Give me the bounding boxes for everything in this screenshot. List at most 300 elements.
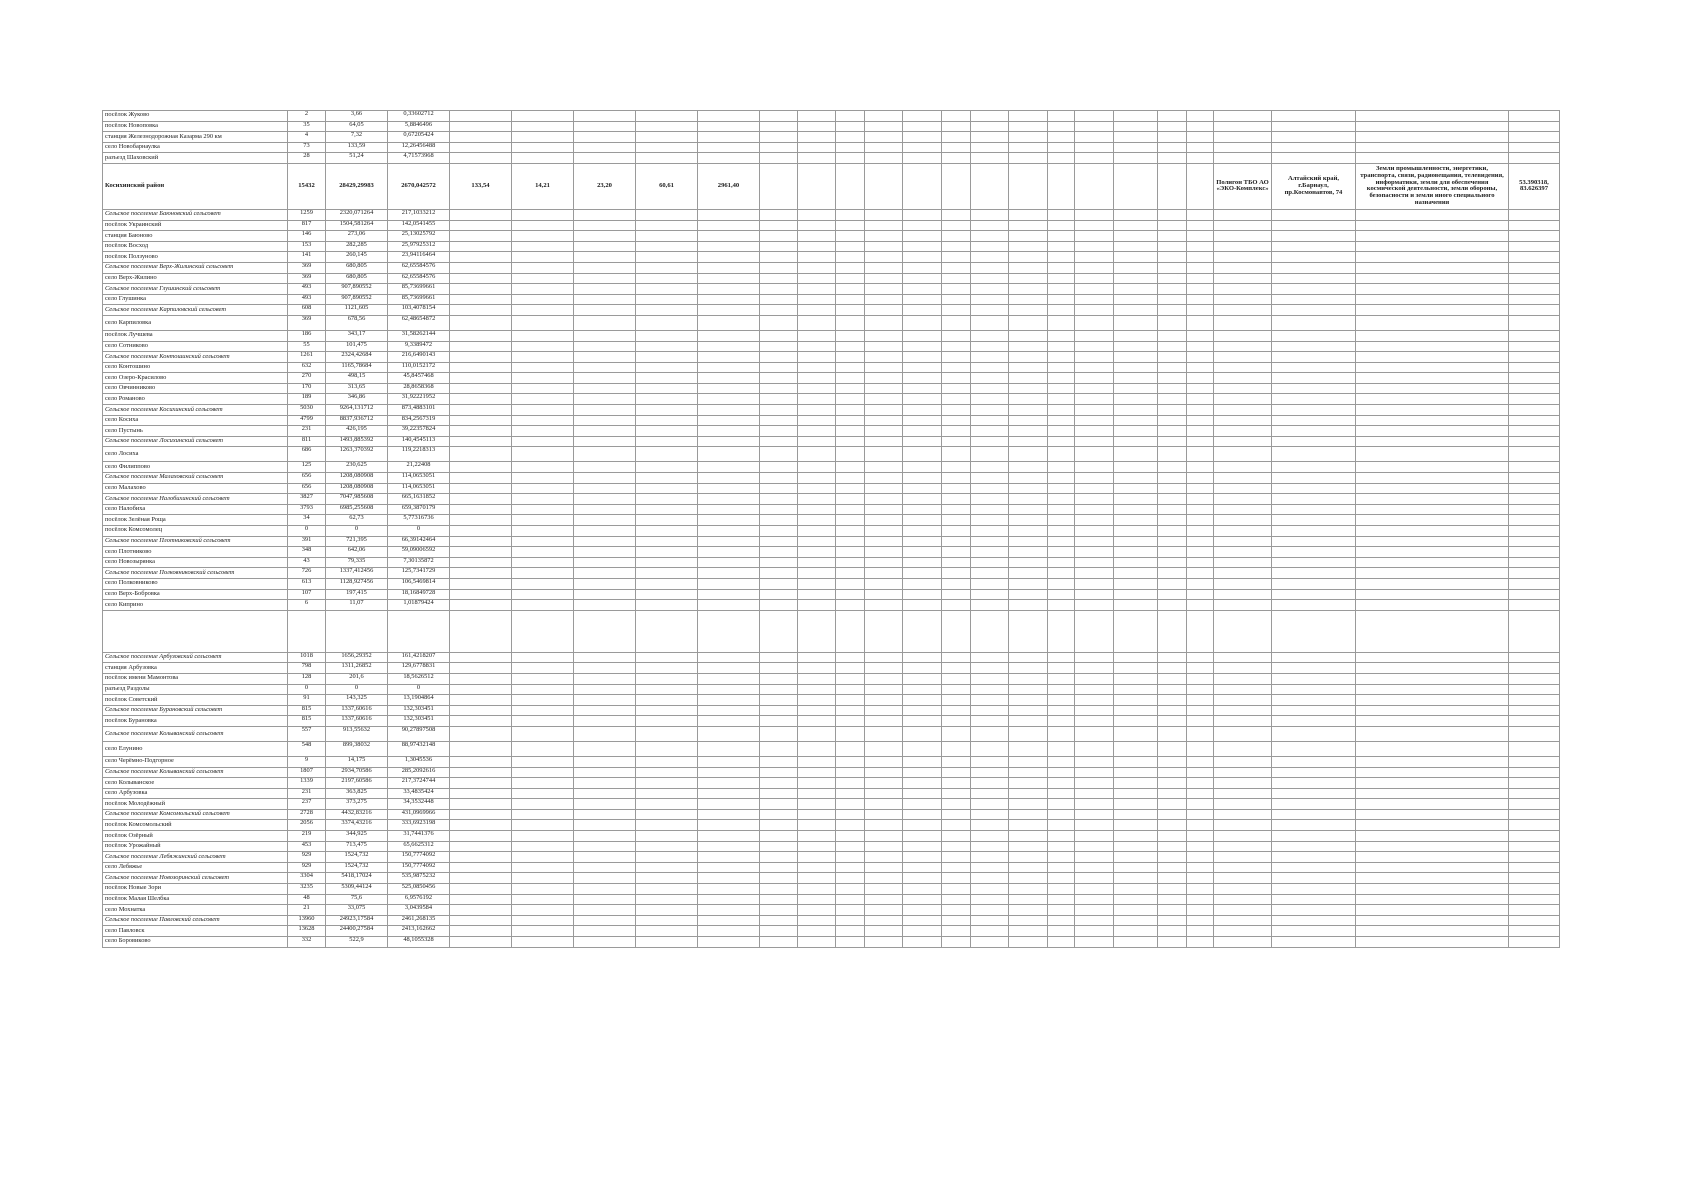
empty-cell	[971, 547, 1009, 558]
empty-cell	[512, 756, 574, 767]
empty-cell	[636, 915, 698, 926]
empty-cell	[1509, 705, 1560, 716]
empty-cell	[1509, 652, 1560, 663]
empty-cell	[1048, 820, 1075, 831]
empty-cell	[942, 600, 971, 611]
empty-cell	[1114, 926, 1158, 937]
district-m4: 60,61	[636, 163, 698, 209]
empty-cell	[1158, 132, 1187, 143]
empty-cell	[1075, 831, 1114, 842]
empty-cell	[865, 383, 903, 394]
empty-cell	[1187, 436, 1214, 447]
empty-cell	[1009, 341, 1048, 352]
empty-cell	[698, 841, 760, 852]
empty-cell	[1214, 504, 1272, 515]
empty-cell	[450, 142, 512, 153]
empty-cell	[1272, 231, 1356, 242]
empty-cell	[574, 121, 636, 132]
row-population: 929	[288, 852, 326, 863]
row-name: село Сотниково	[103, 341, 288, 352]
empty-cell	[450, 383, 512, 394]
empty-cell	[698, 557, 760, 568]
empty-cell	[1214, 373, 1272, 384]
empty-cell	[903, 483, 942, 494]
row-name: посёлок Зелёная Роща	[103, 515, 288, 526]
empty-cell	[450, 373, 512, 384]
empty-cell	[1114, 373, 1158, 384]
row-value-3: 6,9576192	[388, 894, 450, 905]
empty-cell	[636, 926, 698, 937]
empty-cell	[1114, 526, 1158, 537]
empty-cell	[1075, 494, 1114, 505]
empty-cell	[1009, 820, 1048, 831]
empty-cell	[942, 673, 971, 684]
empty-cell	[903, 547, 942, 558]
empty-cell	[1272, 557, 1356, 568]
empty-cell	[636, 494, 698, 505]
row-population: 0	[288, 526, 326, 537]
empty-cell	[636, 578, 698, 589]
place-row	[103, 462, 1560, 473]
empty-cell	[798, 778, 836, 789]
empty-cell	[1114, 695, 1158, 706]
empty-cell	[636, 862, 698, 873]
empty-cell	[1048, 937, 1075, 948]
empty-cell	[1214, 873, 1272, 884]
empty-cell	[1509, 426, 1560, 437]
empty-cell	[942, 262, 971, 273]
empty-cell	[1009, 799, 1048, 810]
empty-cell	[512, 231, 574, 242]
empty-cell	[971, 305, 1009, 316]
empty-cell	[1075, 305, 1114, 316]
empty-cell	[574, 341, 636, 352]
empty-cell	[1158, 557, 1187, 568]
empty-cell	[1114, 111, 1158, 122]
row-name: село Павловск	[103, 926, 288, 937]
row-name: село Лосиха	[103, 447, 288, 462]
empty-cell	[1187, 111, 1214, 122]
empty-cell	[1075, 394, 1114, 405]
empty-cell	[574, 894, 636, 905]
empty-cell	[698, 362, 760, 373]
empty-cell	[836, 831, 865, 842]
row-population: 28	[288, 153, 326, 164]
empty-cell	[636, 831, 698, 842]
empty-cell	[760, 473, 798, 484]
empty-cell	[450, 153, 512, 164]
empty-cell	[760, 504, 798, 515]
data-table	[102, 110, 1560, 948]
district-v3: 2670,042572	[388, 163, 450, 209]
empty-cell	[1509, 600, 1560, 611]
empty-cell	[1214, 673, 1272, 684]
empty-cell	[1009, 705, 1048, 716]
empty-cell	[1009, 262, 1048, 273]
empty-cell	[512, 153, 574, 164]
row-population: 0	[288, 684, 326, 695]
empty-cell	[760, 684, 798, 695]
empty-cell	[1509, 526, 1560, 537]
empty-cell	[1114, 494, 1158, 505]
empty-cell	[1009, 153, 1048, 164]
empty-cell	[1356, 716, 1509, 727]
empty-cell	[450, 716, 512, 727]
empty-cell	[1214, 494, 1272, 505]
empty-cell	[942, 926, 971, 937]
empty-cell	[942, 462, 971, 473]
empty-cell	[698, 153, 760, 164]
empty-cell	[1187, 937, 1214, 948]
empty-cell	[865, 756, 903, 767]
row-population: 55	[288, 341, 326, 352]
empty-cell	[698, 905, 760, 916]
empty-cell	[971, 778, 1009, 789]
empty-cell	[450, 405, 512, 416]
empty-cell	[865, 262, 903, 273]
empty-cell	[1272, 462, 1356, 473]
empty-cell	[698, 515, 760, 526]
row-value-2: 2320,071264	[326, 209, 388, 220]
empty-cell	[1272, 483, 1356, 494]
empty-cell	[698, 756, 760, 767]
empty-cell	[1272, 673, 1356, 684]
row-name: посёлок Новые Зори	[103, 884, 288, 895]
row-value-3: 59,09006592	[388, 547, 450, 558]
row-name: село Мохнатка	[103, 905, 288, 916]
empty-cell	[865, 809, 903, 820]
empty-cell	[636, 362, 698, 373]
empty-cell	[1187, 741, 1214, 756]
row-population: 493	[288, 284, 326, 295]
district-coordinates: 53.390318, 83.626397	[1509, 163, 1560, 209]
empty-cell	[512, 884, 574, 895]
empty-cell	[1009, 209, 1048, 220]
empty-cell	[636, 756, 698, 767]
empty-cell	[903, 862, 942, 873]
empty-cell	[574, 862, 636, 873]
empty-cell	[942, 284, 971, 295]
empty-cell	[836, 809, 865, 820]
empty-cell	[942, 778, 971, 789]
empty-cell	[1509, 121, 1560, 132]
empty-cell	[1114, 284, 1158, 295]
empty-cell	[636, 568, 698, 579]
empty-cell	[760, 163, 798, 209]
empty-cell	[903, 383, 942, 394]
empty-cell	[798, 809, 836, 820]
empty-cell	[760, 352, 798, 363]
empty-cell	[636, 652, 698, 663]
row-value-3: 48,1055328	[388, 937, 450, 948]
empty-cell	[903, 415, 942, 426]
empty-cell	[1272, 767, 1356, 778]
empty-cell	[450, 852, 512, 863]
row-value-2: 1128,927456	[326, 578, 388, 589]
district-v1	[288, 610, 326, 652]
empty-cell	[865, 557, 903, 568]
empty-cell	[1114, 756, 1158, 767]
empty-cell	[836, 231, 865, 242]
empty-cell	[450, 330, 512, 341]
empty-cell	[942, 841, 971, 852]
row-name: село Филиппово	[103, 462, 288, 473]
empty-cell	[1214, 536, 1272, 547]
empty-cell	[1048, 284, 1075, 295]
empty-cell	[865, 610, 903, 652]
empty-cell	[1509, 894, 1560, 905]
empty-cell	[636, 894, 698, 905]
empty-cell	[1009, 841, 1048, 852]
empty-cell	[450, 726, 512, 741]
empty-cell	[1187, 462, 1214, 473]
empty-cell	[1048, 884, 1075, 895]
empty-cell	[1114, 504, 1158, 515]
empty-cell	[942, 305, 971, 316]
empty-cell	[1114, 405, 1158, 416]
empty-cell	[942, 415, 971, 426]
empty-cell	[1214, 557, 1272, 568]
empty-cell	[1187, 568, 1214, 579]
empty-cell	[971, 831, 1009, 842]
empty-cell	[698, 589, 760, 600]
empty-cell	[1356, 383, 1509, 394]
row-value-2: 344,925	[326, 831, 388, 842]
row-value-3: 5,77316736	[388, 515, 450, 526]
empty-cell	[1187, 905, 1214, 916]
empty-cell	[574, 673, 636, 684]
empty-cell	[971, 568, 1009, 579]
empty-cell	[1356, 852, 1509, 863]
empty-cell	[1214, 589, 1272, 600]
empty-cell	[836, 504, 865, 515]
empty-cell	[512, 142, 574, 153]
row-value-3: 28,8658368	[388, 383, 450, 394]
empty-cell	[1075, 767, 1114, 778]
empty-cell	[574, 831, 636, 842]
empty-cell	[865, 305, 903, 316]
empty-cell	[1187, 132, 1214, 143]
row-name: Сельское поселение Контошинский сельсовет	[103, 352, 288, 363]
row-population: 369	[288, 315, 326, 330]
empty-cell	[1048, 778, 1075, 789]
empty-cell	[1114, 852, 1158, 863]
empty-cell	[1187, 405, 1214, 416]
empty-cell	[836, 926, 865, 937]
empty-cell	[1214, 284, 1272, 295]
empty-cell	[1075, 121, 1114, 132]
row-value-3: 7,30135872	[388, 557, 450, 568]
empty-cell	[760, 716, 798, 727]
empty-cell	[836, 462, 865, 473]
empty-cell	[1509, 905, 1560, 916]
empty-cell	[836, 294, 865, 305]
row-name: село Колыванское	[103, 778, 288, 789]
empty-cell	[574, 383, 636, 394]
empty-cell	[1509, 884, 1560, 895]
empty-cell	[1009, 684, 1048, 695]
empty-cell	[1272, 330, 1356, 341]
empty-cell	[798, 705, 836, 716]
empty-cell	[942, 915, 971, 926]
empty-cell	[1356, 153, 1509, 164]
empty-cell	[1187, 788, 1214, 799]
empty-cell	[760, 873, 798, 884]
empty-cell	[1114, 841, 1158, 852]
row-name: село Романово	[103, 394, 288, 405]
empty-cell	[1048, 695, 1075, 706]
empty-cell	[1356, 526, 1509, 537]
empty-cell	[512, 663, 574, 674]
empty-cell	[798, 852, 836, 863]
empty-cell	[836, 483, 865, 494]
empty-cell	[636, 589, 698, 600]
empty-cell	[865, 926, 903, 937]
empty-cell	[760, 652, 798, 663]
empty-cell	[512, 405, 574, 416]
empty-cell	[903, 726, 942, 741]
empty-cell	[1272, 447, 1356, 462]
empty-cell	[1158, 483, 1187, 494]
empty-cell	[636, 231, 698, 242]
empty-cell	[450, 252, 512, 263]
empty-cell	[636, 673, 698, 684]
empty-cell	[1114, 799, 1158, 810]
settlement-row	[103, 915, 1560, 926]
empty-cell	[1009, 315, 1048, 330]
district-row	[103, 610, 1560, 652]
place-row	[103, 578, 1560, 589]
empty-cell	[865, 526, 903, 537]
empty-cell	[1114, 820, 1158, 831]
place-row	[103, 373, 1560, 384]
empty-cell	[1214, 809, 1272, 820]
empty-cell	[971, 852, 1009, 863]
empty-cell	[760, 695, 798, 706]
row-value-2: 680,805	[326, 262, 388, 273]
empty-cell	[512, 852, 574, 863]
empty-cell	[903, 884, 942, 895]
empty-cell	[1048, 504, 1075, 515]
empty-cell	[1356, 504, 1509, 515]
row-value-2: 79,335	[326, 557, 388, 568]
empty-cell	[636, 767, 698, 778]
empty-cell	[1187, 778, 1214, 789]
empty-cell	[636, 436, 698, 447]
empty-cell	[1214, 405, 1272, 416]
empty-cell	[1356, 436, 1509, 447]
row-name: посёлок Бурановка	[103, 716, 288, 727]
empty-cell	[1214, 305, 1272, 316]
empty-cell	[1214, 926, 1272, 937]
empty-cell	[1356, 884, 1509, 895]
empty-cell	[1048, 756, 1075, 767]
empty-cell	[760, 436, 798, 447]
empty-cell	[836, 352, 865, 363]
empty-cell	[1214, 473, 1272, 484]
empty-cell	[1114, 273, 1158, 284]
settlement-row	[103, 352, 1560, 363]
empty-cell	[636, 153, 698, 164]
empty-cell	[865, 405, 903, 416]
empty-cell	[1509, 673, 1560, 684]
empty-cell	[1075, 241, 1114, 252]
empty-cell	[836, 111, 865, 122]
empty-cell	[760, 741, 798, 756]
empty-cell	[574, 873, 636, 884]
empty-cell	[1075, 926, 1114, 937]
empty-cell	[942, 504, 971, 515]
empty-cell	[1272, 436, 1356, 447]
empty-cell	[512, 557, 574, 568]
empty-cell	[760, 220, 798, 231]
row-population: 656	[288, 483, 326, 494]
empty-cell	[1114, 121, 1158, 132]
empty-cell	[1509, 589, 1560, 600]
empty-cell	[760, 111, 798, 122]
empty-cell	[1509, 262, 1560, 273]
empty-cell	[574, 547, 636, 558]
empty-cell	[574, 652, 636, 663]
empty-cell	[1214, 383, 1272, 394]
place-row	[103, 937, 1560, 948]
empty-cell	[636, 305, 698, 316]
empty-cell	[1114, 557, 1158, 568]
empty-cell	[1048, 330, 1075, 341]
empty-cell	[1158, 273, 1187, 284]
empty-cell	[798, 926, 836, 937]
row-value-3: 873,4883101	[388, 405, 450, 416]
empty-cell	[1114, 788, 1158, 799]
empty-cell	[1075, 716, 1114, 727]
empty-cell	[903, 915, 942, 926]
empty-cell	[798, 220, 836, 231]
empty-cell	[798, 142, 836, 153]
row-name: село Пустынь	[103, 426, 288, 437]
row-population: 3827	[288, 494, 326, 505]
empty-cell	[836, 373, 865, 384]
empty-cell	[760, 132, 798, 143]
empty-cell	[903, 741, 942, 756]
empty-cell	[1187, 767, 1214, 778]
row-population: 141	[288, 252, 326, 263]
empty-cell	[1158, 436, 1187, 447]
empty-cell	[636, 526, 698, 537]
empty-cell	[574, 262, 636, 273]
empty-cell	[1009, 873, 1048, 884]
settlement-row	[103, 284, 1560, 295]
empty-cell	[574, 447, 636, 462]
empty-cell	[574, 799, 636, 810]
empty-cell	[942, 799, 971, 810]
empty-cell	[1214, 705, 1272, 716]
empty-cell	[1158, 809, 1187, 820]
empty-cell	[698, 494, 760, 505]
empty-cell	[1509, 741, 1560, 756]
empty-cell	[1214, 547, 1272, 558]
empty-cell	[760, 778, 798, 789]
empty-cell	[450, 831, 512, 842]
row-value-2: 273,06	[326, 231, 388, 242]
row-value-2: 1337,412456	[326, 568, 388, 579]
empty-cell	[1356, 330, 1509, 341]
empty-cell	[1214, 515, 1272, 526]
row-value-3: 25,13025792	[388, 231, 450, 242]
empty-cell	[903, 462, 942, 473]
place-row	[103, 273, 1560, 284]
empty-cell	[1272, 841, 1356, 852]
empty-cell	[1009, 294, 1048, 305]
